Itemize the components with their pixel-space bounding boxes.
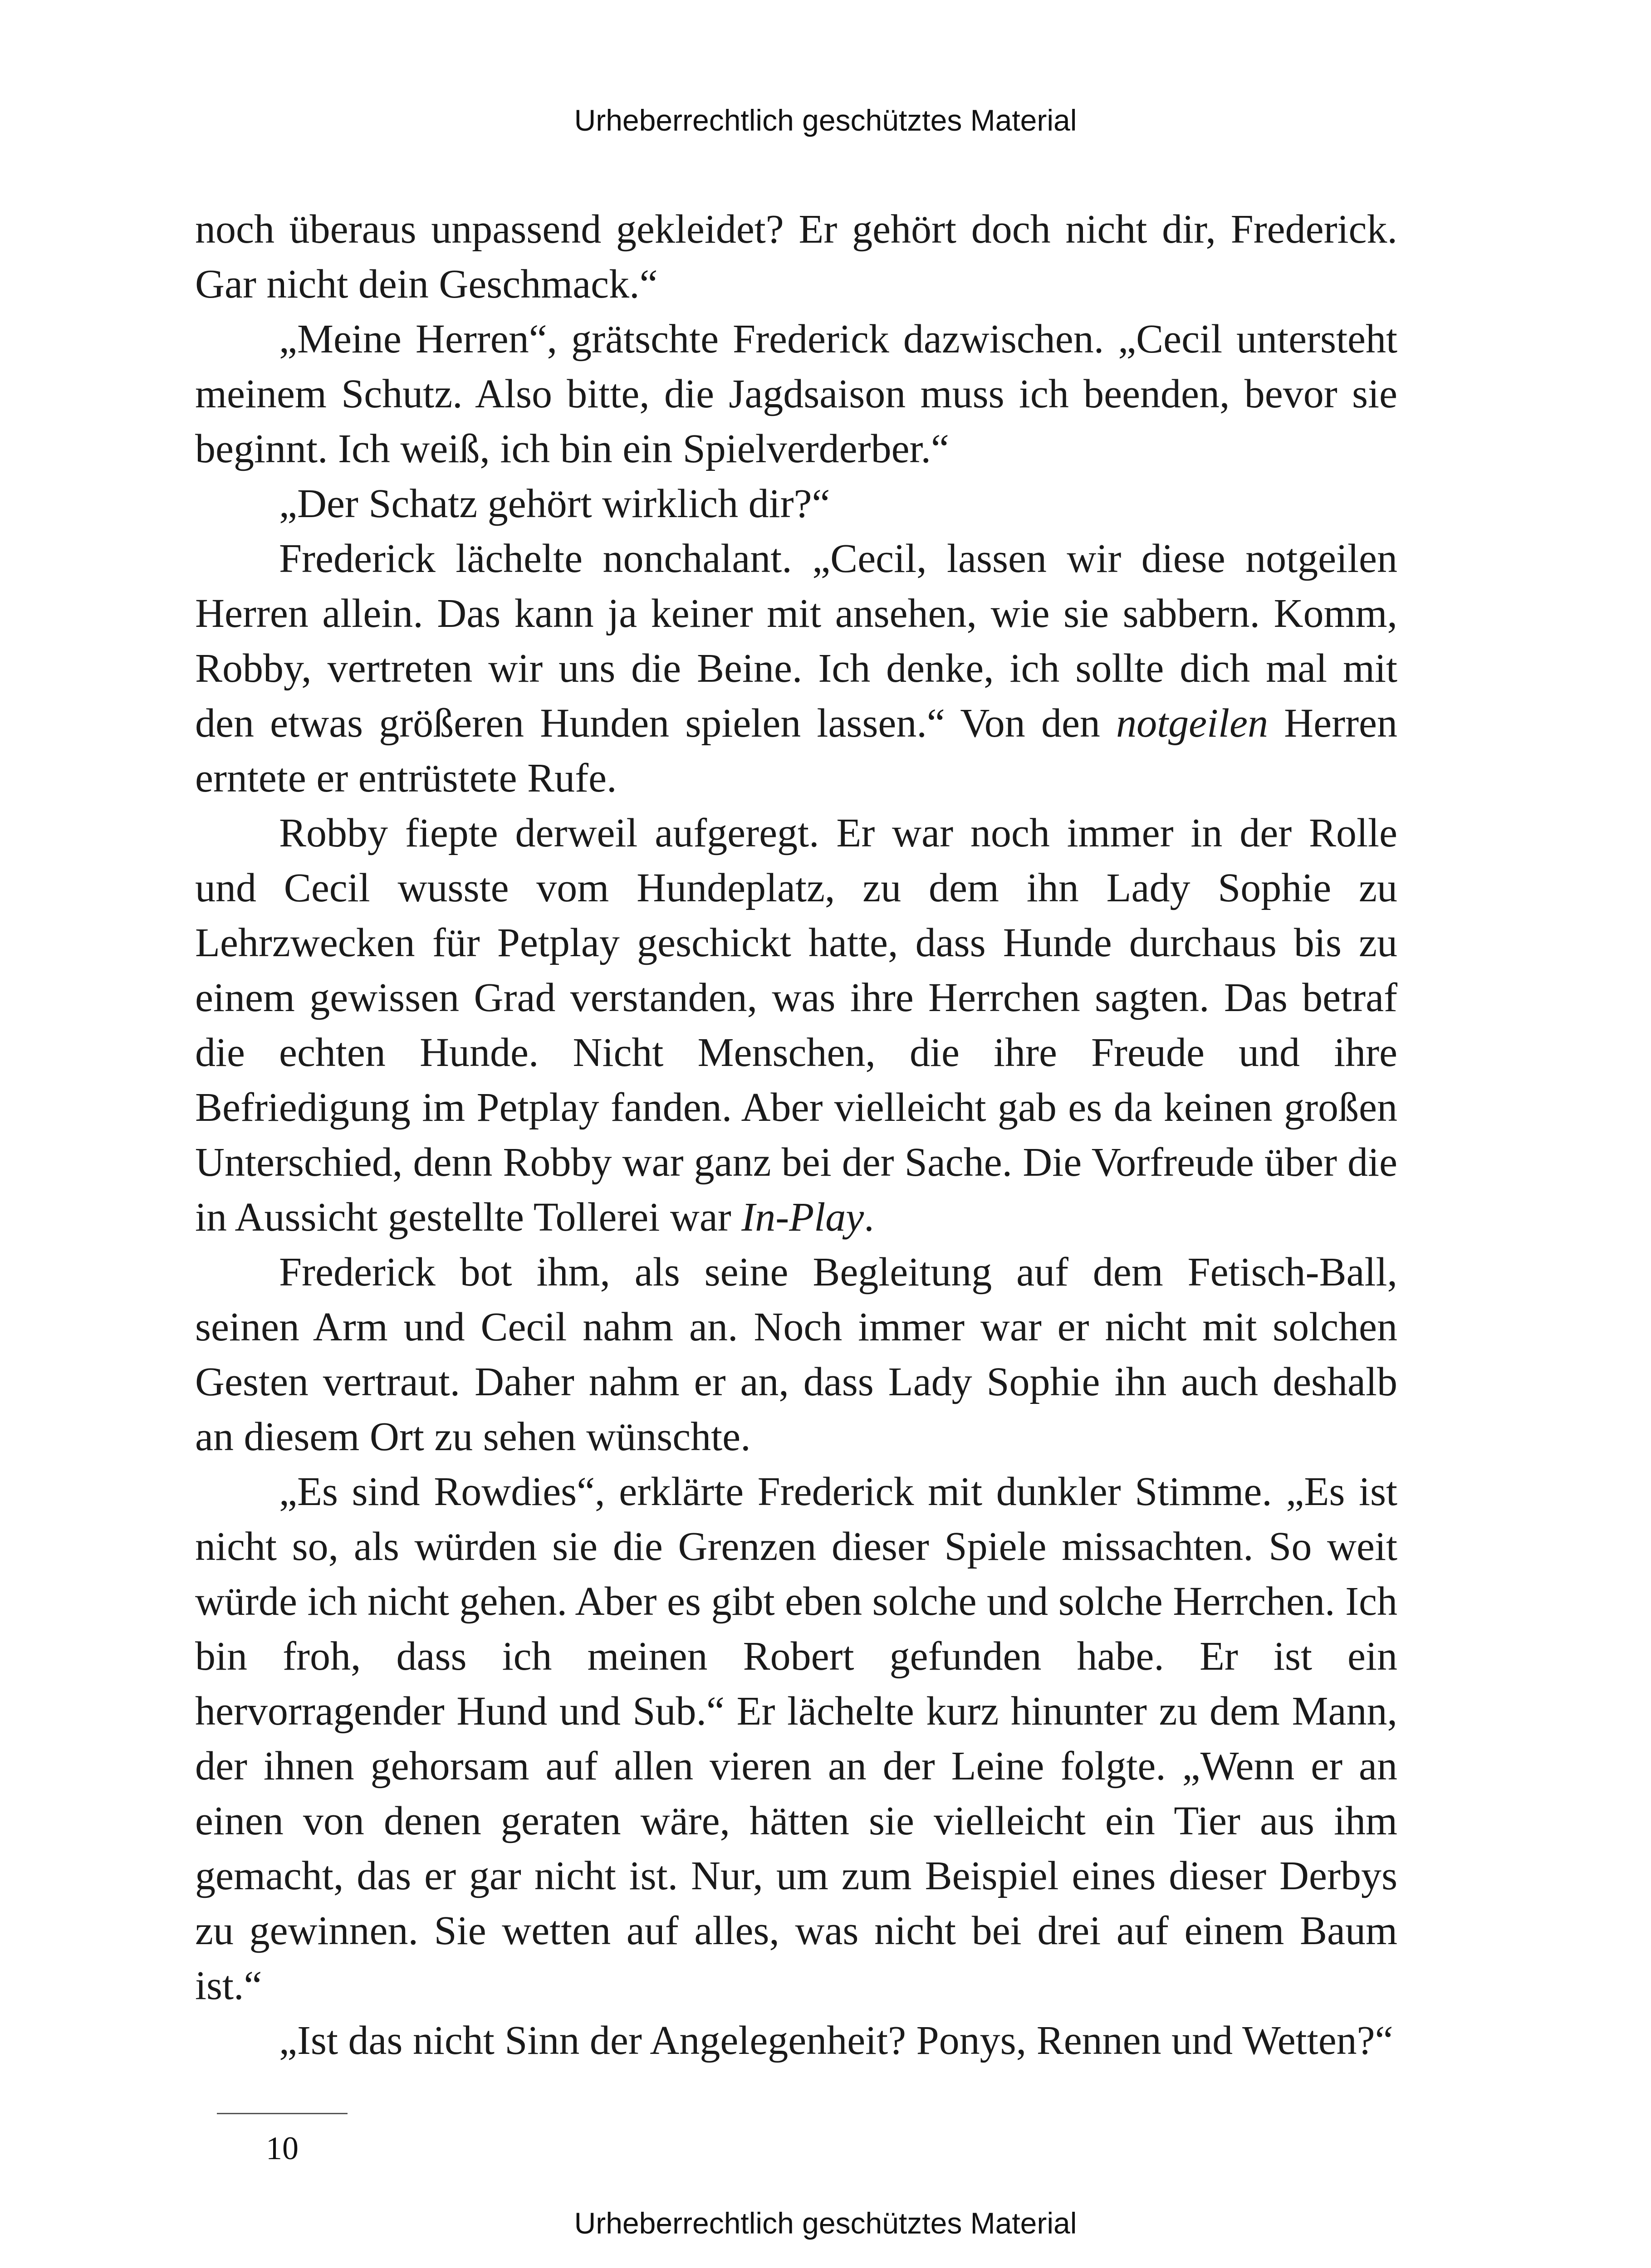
text-run: „Es sind Rowdies“, erklärte Frederick mit dunkler Stimme. „Es ist nicht so, als würden sie die Grenzen dieser Spiele missachten. So weit würde ich nicht gehen. Aber es gibt eben solche und solche Herrchen. Ich bin froh, dass ich meinen Robert gefunden habe. Er ist ein hervorragender Hund und Sub.“ Er lächelte kurz hinunter zu dem Mann, der ihnen gehorsam auf allen vieren an der Leine folgte. „Wenn er an einen von denen geraten wäre, hätten sie vielleicht ein Tier aus ihm gemacht, das er gar nicht ist. Nur, um zum Beispiel eines dieser Derbys zu gewinnen. Sie wetten auf alles, was nicht bei drei auf einem Baum ist.“ [195,1469,1397,2008]
paragraph [195,202,1397,312]
text-run: „Meine Herren“, grätschte Frederick dazwischen. „Cecil untersteht meinem Schutz. Also bitte, die Jagdsaison muss ich beenden, bevor sie beginnt. Ich weiß, ich bin ein Spielverderber.“ [195,317,1397,471]
paragraph [195,806,1397,1245]
paragraph [195,1245,1397,1464]
footer-divider [217,2113,348,2114]
text-run: noch überaus unpassend gekleidet? Er gehört doch nicht dir, Frederick. Gar nicht dein Geschmack.“ [195,207,1397,307]
page-body-text [195,202,1397,2068]
copyright-watermark-bottom: Urheberrechtlich geschütztes Material [574,2206,1077,2240]
text-run: Frederick bot ihm, als seine Begleitung auf dem Fetisch-Ball, seinen Arm und Cecil nahm an. Noch immer war er nicht mit solchen Gesten vertraut. Daher nahm er an, dass Lady Sophie ihn auch deshalb an diesem Ort zu sehen wünschte. [195,1250,1397,1459]
page-number: 10 [266,2130,299,2166]
copyright-watermark-top: Urheberrechtlich geschütztes Material [574,103,1077,137]
italic-text-run: In-Play [741,1195,864,1240]
paragraph [195,476,1397,531]
text-run: „Der Schatz gehört wirklich dir?“ [279,481,830,526]
paragraph [195,531,1397,806]
italic-text-run: notgeilen [1116,701,1268,746]
paragraph [195,1464,1397,2013]
text-run: Herren erntete er entrüstete Rufe. [195,701,1397,801]
paragraph [195,312,1397,476]
text-run: Robby fiepte derweil aufgeregt. Er war noch immer in der Rolle und Cecil wusste vom Hundeplatz, zu dem ihn Lady Sophie zu Lehrzwecken für Petplay geschickt hatte, dass Hunde durchaus bis zu einem gewissen Grad verstanden, was ihre Herrchen sagten. Das betraf die echten Hunde. Nicht Menschen, die ihre Freude und ihre Befriedigung im Petplay fanden. Aber vielleicht gab es da keinen großen Unterschied, denn Robby war ganz bei der Sache. Die Vorfreude über die in Aussicht gestellte Tollerei war [195,811,1397,1240]
paragraph [195,2013,1397,2068]
text-run: „Ist das nicht Sinn der Angelegenheit? Ponys, Rennen und Wetten?“ [279,2018,1393,2063]
text-run: Frederick lächelte nonchalant. „Cecil, lassen wir diese notgeilen Herren allein. Das kann ja keiner mit ansehen, wie sie sabbern. Komm, Robby, vertreten wir uns die Beine. Ich denke, ich sollte dich mal mit den etwas größeren Hunden spielen lassen.“ Von den [195,536,1397,746]
text-run: . [864,1195,874,1240]
